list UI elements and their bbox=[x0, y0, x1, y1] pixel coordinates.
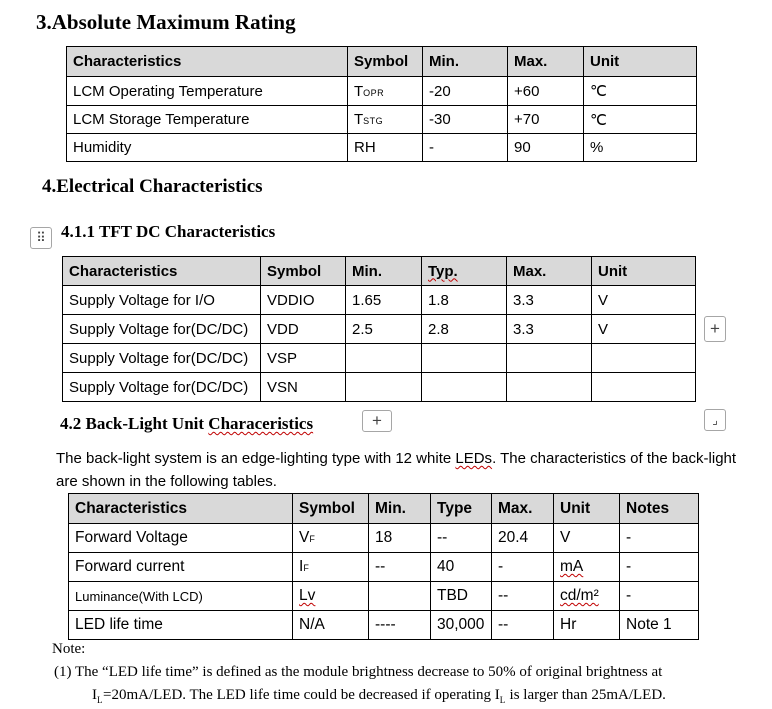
cell-typ bbox=[422, 373, 507, 402]
cell-characteristic: Humidity bbox=[67, 134, 348, 162]
cell-symbol: RH bbox=[348, 134, 423, 162]
cell-max bbox=[507, 373, 592, 402]
cell-characteristic: LED life time bbox=[69, 611, 293, 640]
cell-unit bbox=[592, 344, 696, 373]
cell-characteristic: LCM Operating Temperature bbox=[67, 77, 348, 106]
table-row bbox=[67, 134, 697, 162]
cell-symbol: VSN bbox=[261, 373, 346, 402]
cell-unit: ℃ bbox=[584, 106, 697, 134]
cell-min: 18 bbox=[369, 524, 431, 553]
table-row bbox=[69, 524, 699, 553]
header-typ-text: Typ. bbox=[428, 262, 458, 280]
add-row-button[interactable]: + bbox=[362, 410, 392, 432]
header-cell bbox=[422, 257, 507, 286]
header-cell: Max. bbox=[508, 47, 584, 77]
header-cell: Unit bbox=[592, 257, 696, 286]
cell-min: 1.65 bbox=[346, 286, 422, 315]
cell-symbol: IF bbox=[293, 553, 369, 582]
header-cell: Characteristics bbox=[67, 47, 348, 77]
header-cell: Max. bbox=[507, 257, 592, 286]
cell-max: +70 bbox=[508, 106, 584, 134]
table-row bbox=[63, 286, 696, 315]
cell-unit bbox=[592, 373, 696, 402]
header-cell: Max. bbox=[492, 494, 554, 524]
cell-type: 40 bbox=[431, 553, 492, 582]
cell-max: +60 bbox=[508, 77, 584, 106]
cell-typ: 1.8 bbox=[422, 286, 507, 315]
table-header-row bbox=[69, 494, 699, 524]
cell-typ bbox=[422, 344, 507, 373]
backlight-description: The back-light system is an edge-lighting type with 12 white LEDs. The characteristics of the back-light are shown in the following tables. bbox=[56, 450, 737, 490]
section-4-title: 4.Electrical Characteristics bbox=[42, 176, 263, 197]
cell-unit: % bbox=[584, 134, 697, 162]
cell-notes: Note 1 bbox=[620, 611, 699, 640]
cell-max: -- bbox=[492, 582, 554, 611]
table-row bbox=[67, 77, 697, 106]
cell-min: -30 bbox=[423, 106, 508, 134]
cell-unit: Hr bbox=[554, 611, 620, 640]
cell-unit bbox=[554, 553, 620, 582]
section-42-title bbox=[60, 414, 313, 434]
cell-symbol: VDDIO bbox=[261, 286, 346, 315]
note-item-1-line-1: (1) The “LED life time” is defined as the module brightness decrease to 50% of original brightness at bbox=[54, 664, 663, 680]
header-cell: Symbol bbox=[293, 494, 369, 524]
cell-symbol: Lv bbox=[293, 582, 369, 611]
cell-notes: - bbox=[620, 553, 699, 582]
cell-unit: V bbox=[592, 286, 696, 315]
note-label: Note: bbox=[52, 641, 86, 657]
header-cell: Min. bbox=[369, 494, 431, 524]
cell-symbol: N/A bbox=[293, 611, 369, 640]
header-cell: Min. bbox=[346, 257, 422, 286]
cell-type: TBD bbox=[431, 582, 492, 611]
header-cell: Symbol bbox=[261, 257, 346, 286]
table-header-row bbox=[67, 47, 697, 77]
cell-unit: ℃ bbox=[584, 77, 697, 106]
cell-notes: - bbox=[620, 582, 699, 611]
cell-characteristic: Forward current bbox=[69, 553, 293, 582]
table-row bbox=[69, 553, 699, 582]
cell-max: 20.4 bbox=[492, 524, 554, 553]
table-row bbox=[67, 106, 697, 134]
section-411-title-text: 4.1.1 TFT DC Characteristics bbox=[61, 222, 276, 241]
cell-typ: 2.8 bbox=[422, 315, 507, 344]
header-cell: Notes bbox=[620, 494, 699, 524]
cell-characteristic: Luminance(With LCD) bbox=[69, 582, 293, 611]
header-cell: Unit bbox=[584, 47, 697, 77]
cell-min bbox=[369, 582, 431, 611]
unit-cdm2-text: cd/m² bbox=[560, 587, 599, 604]
cell-characteristic: Supply Voltage for I/O bbox=[63, 286, 261, 315]
table-move-handle-icon[interactable]: ⠿ bbox=[30, 227, 52, 249]
cell-symbol: TOPR bbox=[348, 77, 423, 106]
cell-symbol: VSP bbox=[261, 344, 346, 373]
unit-ma-text: mA bbox=[560, 558, 584, 575]
table-header-row bbox=[63, 257, 696, 286]
section-3-title: 3.Absolute Maximum Rating bbox=[36, 10, 296, 34]
table-row bbox=[69, 611, 699, 640]
cell-characteristic: LCM Storage Temperature bbox=[67, 106, 348, 134]
cell-symbol: VF bbox=[293, 524, 369, 553]
cell-min: - bbox=[423, 134, 508, 162]
cell-characteristic: Supply Voltage for(DC/DC) bbox=[63, 373, 261, 402]
cell-max: -- bbox=[492, 611, 554, 640]
cell-max: 3.3 bbox=[507, 315, 592, 344]
cell-min: 2.5 bbox=[346, 315, 422, 344]
cell-characteristic: Supply Voltage for(DC/DC) bbox=[63, 344, 261, 373]
cell-max: - bbox=[492, 553, 554, 582]
table-row bbox=[63, 315, 696, 344]
note-item-1-line-2: $I_L=20mA$/LED. The LED life time could be decreased if operating $I_L$ is larger than 25mA/LED. bbox=[92, 687, 666, 705]
cell-type: 30,000 bbox=[431, 611, 492, 640]
cell-min: ---- bbox=[369, 611, 431, 640]
table-row bbox=[63, 344, 696, 373]
section-411-title bbox=[61, 222, 275, 242]
tft-dc-table bbox=[62, 256, 696, 402]
cell-max: 90 bbox=[508, 134, 584, 162]
cell-characteristic: Forward Voltage bbox=[69, 524, 293, 553]
cell-max bbox=[507, 344, 592, 373]
leds-word: LEDs bbox=[455, 450, 493, 467]
section-42-title-prefix: 4.2 Back-Light Unit bbox=[60, 414, 209, 433]
backlight-table bbox=[68, 493, 699, 640]
cell-symbol: TSTG bbox=[348, 106, 423, 134]
cell-min: -- bbox=[369, 553, 431, 582]
header-cell: Characteristics bbox=[63, 257, 261, 286]
header-cell: Unit bbox=[554, 494, 620, 524]
resize-corner-icon[interactable]: ⌟ bbox=[704, 409, 726, 431]
absolute-max-table bbox=[66, 46, 697, 162]
add-column-button[interactable]: + bbox=[704, 316, 726, 342]
header-cell: Min. bbox=[423, 47, 508, 77]
cell-symbol: VDD bbox=[261, 315, 346, 344]
table-row bbox=[63, 373, 696, 402]
cell-unit: V bbox=[592, 315, 696, 344]
cell-notes: - bbox=[620, 524, 699, 553]
cell-unit: V bbox=[554, 524, 620, 553]
table-row bbox=[69, 582, 699, 611]
section-42-title-word: Characeristics bbox=[208, 414, 314, 433]
cell-characteristic: Supply Voltage for(DC/DC) bbox=[63, 315, 261, 344]
cell-min: -20 bbox=[423, 77, 508, 106]
cell-unit bbox=[554, 582, 620, 611]
cell-min bbox=[346, 373, 422, 402]
header-cell: Type bbox=[431, 494, 492, 524]
header-cell: Characteristics bbox=[69, 494, 293, 524]
cell-type: -- bbox=[431, 524, 492, 553]
header-cell: Symbol bbox=[348, 47, 423, 77]
cell-max: 3.3 bbox=[507, 286, 592, 315]
cell-min bbox=[346, 344, 422, 373]
